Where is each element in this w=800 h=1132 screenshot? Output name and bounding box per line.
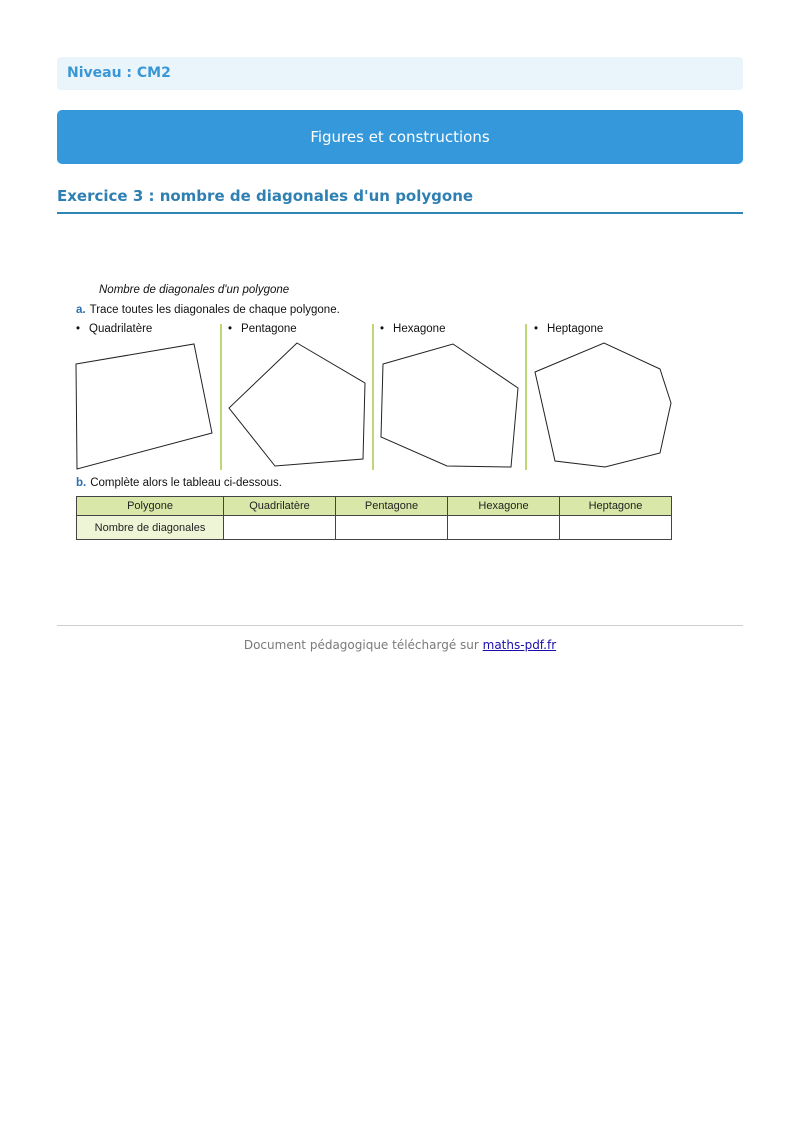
- bullet: •: [228, 323, 233, 335]
- footer-divider: [57, 625, 743, 626]
- table-header-cell: Quadrilatère: [224, 497, 336, 516]
- footer-text: Document pédagogique téléchargé sur: [243, 638, 483, 652]
- exercise-title-text: Exercice 3 : nombre de diagonales d'un polygone: [57, 187, 474, 205]
- exercise-figure: [70, 280, 680, 550]
- hexagon-shape[interactable]: [381, 344, 518, 467]
- table-header-cell: Pentagone: [336, 497, 448, 516]
- question-b: [76, 477, 282, 489]
- diagonals-table: [76, 496, 672, 540]
- label-text: Quadrilatère: [89, 323, 153, 335]
- question-a-letter: a.: [76, 304, 86, 316]
- footer-link[interactable]: maths-pdf.fr: [482, 638, 557, 652]
- table-header-row: [77, 497, 672, 516]
- heptagon-shape[interactable]: [535, 343, 671, 467]
- bullet: •: [76, 323, 81, 335]
- exercise-title: [57, 186, 743, 214]
- question-b-text: Complète alors le tableau ci-dessous.: [90, 477, 283, 489]
- exercise-heading: Nombre de diagonales d'un polygone: [99, 284, 290, 296]
- table-header-cell: Heptagone: [560, 497, 672, 516]
- table-row: [77, 516, 672, 540]
- chapter-title: Figures et constructions: [310, 128, 490, 146]
- question-b-letter: b.: [76, 477, 87, 489]
- chapter-banner: [57, 110, 743, 164]
- bullet: •: [534, 323, 539, 335]
- bullet: •: [380, 323, 385, 335]
- level-label: Niveau : CM2: [67, 65, 171, 81]
- row-label-cell: Nombre de diagonales: [77, 516, 224, 540]
- label-text: Pentagone: [241, 323, 297, 335]
- level-bar: [57, 57, 743, 90]
- answer-cell-hexagon[interactable]: [448, 516, 560, 540]
- question-a-text: Trace toutes les diagonales de chaque polygone.: [89, 304, 340, 316]
- label-text: Heptagone: [547, 323, 604, 335]
- answer-cell-quadrilateral[interactable]: [224, 516, 336, 540]
- table-header-cell: Hexagone: [448, 497, 560, 516]
- polygons-drawing: [70, 280, 680, 480]
- pentagon-shape[interactable]: [229, 343, 365, 466]
- table-header-cell: Polygone: [77, 497, 224, 516]
- label-text: Hexagone: [393, 323, 446, 335]
- answer-cell-pentagon[interactable]: [336, 516, 448, 540]
- quadrilateral-shape[interactable]: [76, 344, 212, 469]
- answer-cell-heptagon[interactable]: [560, 516, 672, 540]
- footer: [0, 638, 800, 652]
